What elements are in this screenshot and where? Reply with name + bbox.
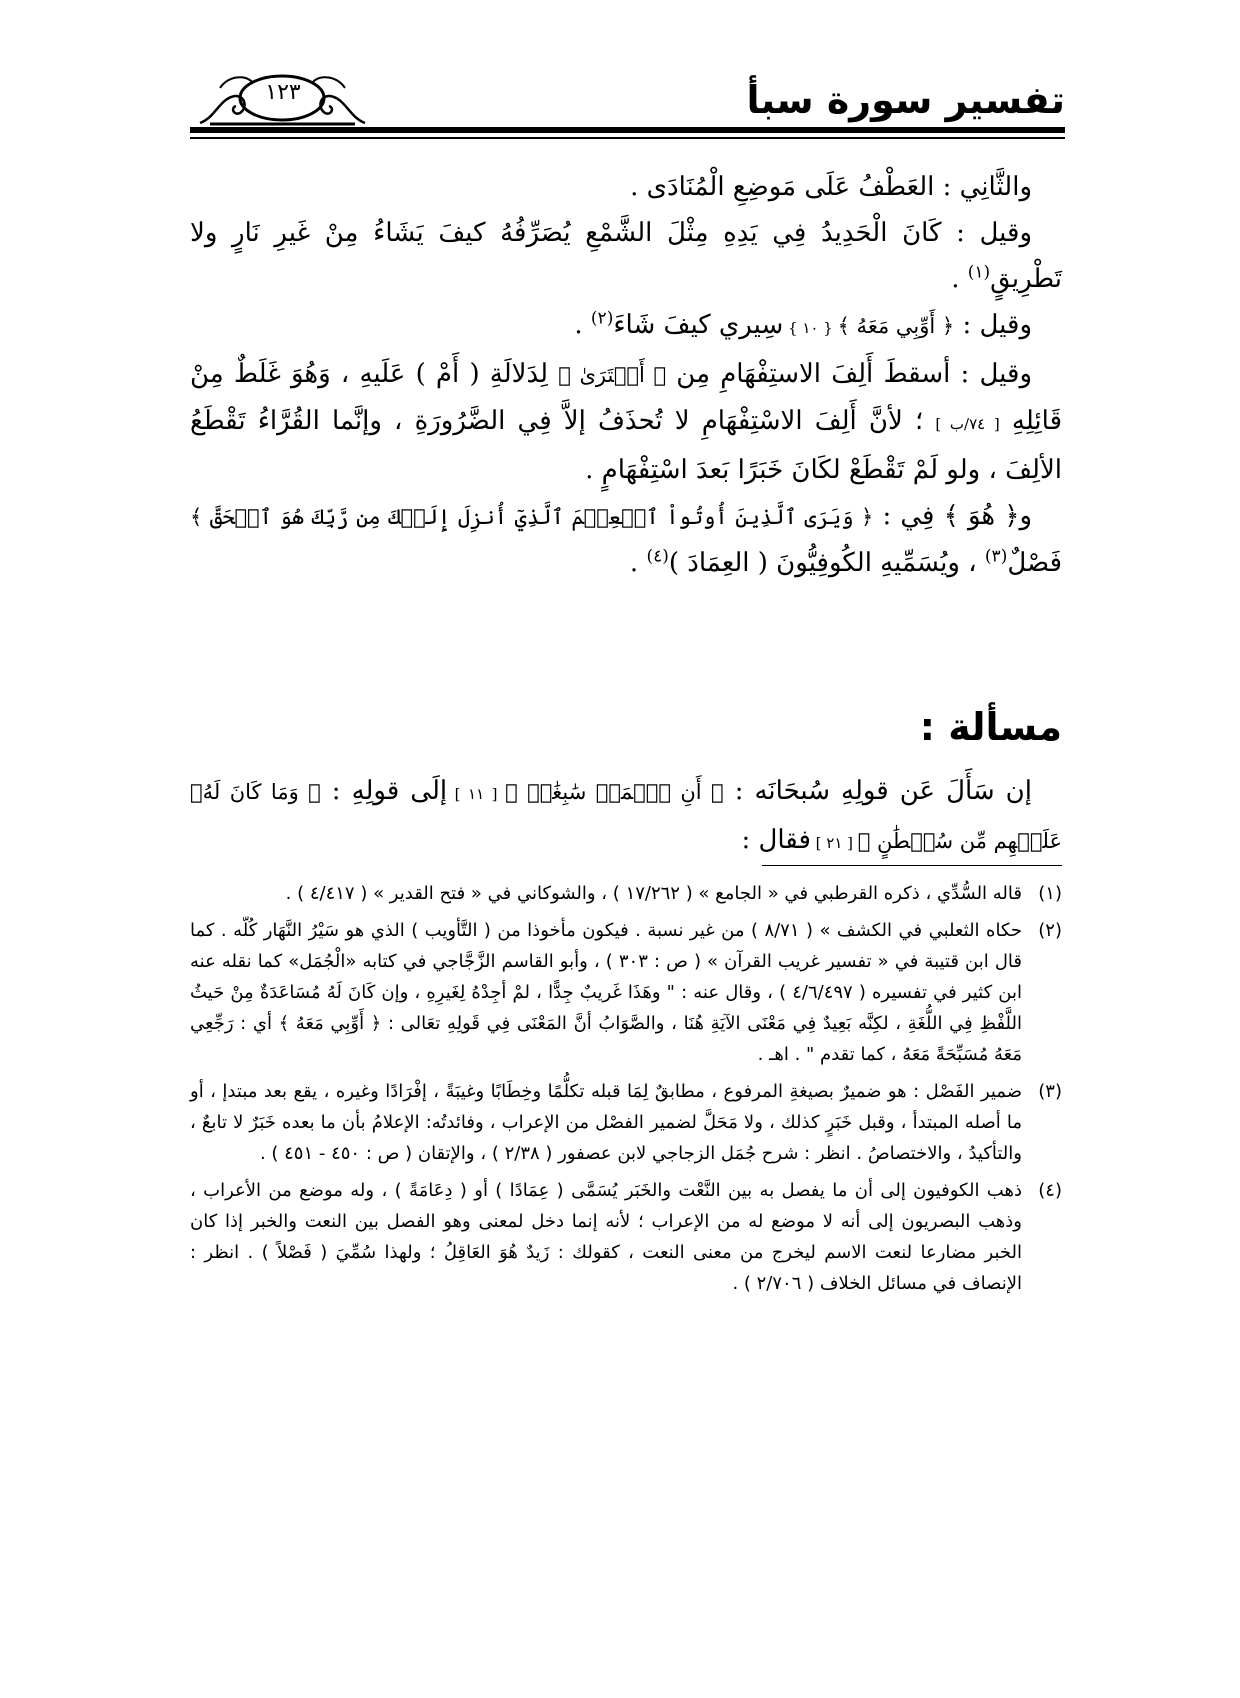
paragraph-text: سِيري كيفَ شَاءَ <box>613 310 784 340</box>
running-title: تفسير سورة سبأ <box>746 78 1065 122</box>
paragraph-prefix: و <box>1019 501 1033 531</box>
paragraph-tail: . <box>574 310 591 340</box>
paragraph-prefix: وقيل : أسقطَ أَلِفَ الاستِفْهَامِ مِن <box>666 359 1032 389</box>
paragraph-tail: ؛ لأنَّ أَلِفَ الاسْتِفْهَامِ لا تُحذَفُ إلاَّ فِي الضَّرُورَةِ ، وإنَّما القُرَّاءُ تَقْطَعُ الألِفَ ، ولو لَمْ تَقْطَعْ لكَانَ خَبَرًا بَعدَ اسْتِفْهَامٍ . <box>190 406 1062 485</box>
quran-quote: ﴿ أَوِّبِي مَعَهُ ﴾ <box>837 314 955 338</box>
paragraph-text: لِدَلالَةِ ( أَمْ ) عَلَيهِ ، وَهُوَ غَلَطٌ مِنْ قَائِلِهِ <box>190 359 1063 436</box>
paragraph <box>190 210 1062 302</box>
footnote-marker: (٢) <box>590 308 614 329</box>
paragraph-prefix: إن سَأَلَ عَن قولِهِ سُبحَانَه : <box>723 776 1033 806</box>
section-text <box>190 768 1062 866</box>
paragraph-text: وقيل : كَانَ الْحَدِيدُ فِي يَدِهِ مِثْلَ الشَّمْعِ يُصَرِّفُهُ كيفَ يَشَاءُ مِنْ غَيرِ نَارٍ ولا تَطْرِيقٍ <box>190 218 1062 294</box>
footnotes <box>190 878 1062 1305</box>
verse-reference: { ١٠ } <box>783 319 838 337</box>
paragraph <box>190 768 1062 866</box>
footnote-number: (٣) <box>1038 1081 1062 1102</box>
main-text <box>190 164 1062 586</box>
paragraph <box>190 351 1062 493</box>
quran-quote: ﴿ وَيَرَى ٱلَّذِينَ أُوتُواْ ٱلۡعِلۡمَ ٱلَّذِيٓ أُنزِلَ إِلَيۡكَ مِن رَّبِّكَ هُوَ ٱلۡحَقَّ ﴾ <box>190 505 874 529</box>
footnote <box>190 1175 1062 1299</box>
footnote-separator <box>762 865 1062 866</box>
footnote <box>190 878 1062 909</box>
paragraph-tail: فقال : <box>741 825 811 855</box>
footnote <box>190 1076 1062 1169</box>
paragraph <box>190 302 1062 351</box>
paragraph <box>190 493 1062 586</box>
verse-reference: [ ١١ ] <box>447 785 506 803</box>
quran-word: ﴿ هُوَ ﴾ <box>943 501 1020 531</box>
paragraph-tail: . <box>629 548 647 578</box>
section-heading: مسألة : <box>919 705 1062 749</box>
paragraph-text: إلَى قولِهِ : <box>320 776 448 806</box>
footnote-text: ضمير الفَصْل : هو ضميرٌ بصيغةِ المرفوع ، مطابقٌ لِمَا قبله تكلُّمًا وخِطَابًا وغيبَةً ، إفْرَادًا وغيره ، يقع بعد مبتدإ ، أو ما أصله المبتدأ ، وقبل خَبَرٍ كذلك ، ولا مَحَلَّ لضمير الفصْل من الإعراب ، وفائدتُه: الإعلامُ بأن ما بعده خَبَرٌ لا تابعٌ ، والتأكيدُ ، والاختصاصُ . انظر : شرح جُمَل الزجاجي لابن عصفور ( ٢/٣٨ ) ، والإتقان ( ص : ٤٥٠ - ٤٥١ ) . <box>190 1081 1022 1164</box>
footnote-text: حكاه الثعلبي في الكشف » ( ٨/٧١ ) من غير نسبة . فيكون مأخوذا من ( التَّأويب ) الذي هو سَيْرُ النَّهَار كُلّه . كما قال ابن قتيبة في « تفسير غريب القرآن » ( ص : ٣٠٣ ) ، وأبو القاسم الزَّجَّاجي في كتابه «الْجُمَل» كما نقله عنه ابن كثير في تفسيره ( ٤/٦/٤٩٧ ) ، وقال عنه : " وهَذَا غَريبٌ جِدًّا ، لمْ أجِدْهُ لِغَيرِهِ ، وإن كَانَ لَهُ مُسَاعَدَةٌ مِنْ حَيثُ اللَّفْظِ فِي اللُّغَةِ ، لكِنَّه بَعِيدٌ فِي مَعْنَى الآيَةِ هُنَا ، والصَّوَابُ أنَّ المَعْنَى فِي قَولِهِ تعَالى : ﴿ أَوِّبِي مَعَهُ ﴾ أي : رَجِّعِي مَعَهُ مُسَبِّحَةً مَعَهُ ، كما تقدم " . اهـ . <box>190 920 1022 1065</box>
paragraph-text-2: فَصْلٌ <box>1007 548 1062 578</box>
paragraph <box>190 164 1062 210</box>
paragraph-tail: . <box>951 264 968 294</box>
page-header <box>190 68 1065 148</box>
footnote-marker: (١) <box>967 262 991 283</box>
footnote-marker: (٤) <box>646 546 669 567</box>
footnote-text: ذهب الكوفيون إلى أن ما يفصل به بين النَّعْت والخَبَر يُسَمَّى ( عِمَادًا ) أو ( دِعَامَةً ) ، وله موضع من الأعراب ، وذهب البصريون إلى أنه لا موضع له من الإعراب ؛ لأنه إنما دخل لمعنى وهو الفصل بين النعت والخبر إذا كان الخبر مضارعا لنعت الاسم ليخرج من معنى النعت ، كقولك : زَيدٌ هُوَ العَاقِلُ ؛ ولهذا سُمِّيَ ( فَصْلاً ) . انظر : الإنصاف في مسائل الخلاف ( ٢/٧٠٦ ) . <box>190 1180 1022 1294</box>
quran-quote: ﴿ أَنِ ٱعۡمَلۡ سَٰبِغَٰتٖ ﴾ <box>505 780 724 804</box>
quran-quote: ﴿ أَفۡتَرَىٰ ﴾ <box>558 363 667 387</box>
page-number: ١٢٣ <box>265 80 301 105</box>
manuscript-folio-ref: [ ٧٤/ب ] <box>935 415 1000 433</box>
footnote-number: (٤) <box>1038 1180 1062 1201</box>
footnote-number: (٢) <box>1038 920 1062 941</box>
header-rule-thin <box>190 137 1065 139</box>
paragraph-text-3: ، ويُسَمِّيهِ الكُوفِيُّونَ ( العِمَادَ ) <box>668 548 985 578</box>
footnote-text: قاله السُّدِّي ، ذكره القرطبي في « الجامع » ( ١٧/٢٦٢ ) ، والشوكاني في « فتح القدير » ( ٤/٤١٧ ) . <box>285 883 1022 904</box>
quran-quote: ﴿ وَمَا كَانَ لَهُۥ عَلَيۡهِم مِّن سُلۡطَٰنٍ ﴾ <box>190 780 1062 853</box>
paragraph-prefix: وقيل : <box>954 310 1032 340</box>
footnote-number: (١) <box>1038 883 1062 904</box>
paragraph-text: فِي : <box>873 501 944 531</box>
header-rule-thick <box>190 127 1065 133</box>
footnote <box>190 915 1062 1070</box>
verse-reference: [ ٢١ ] <box>810 834 858 852</box>
paragraph-text: والثَّانِي : العَطْفُ عَلَى مَوضِعِ الْمُنَادَى . <box>630 172 1032 202</box>
footnote-marker: (٣) <box>984 546 1008 567</box>
